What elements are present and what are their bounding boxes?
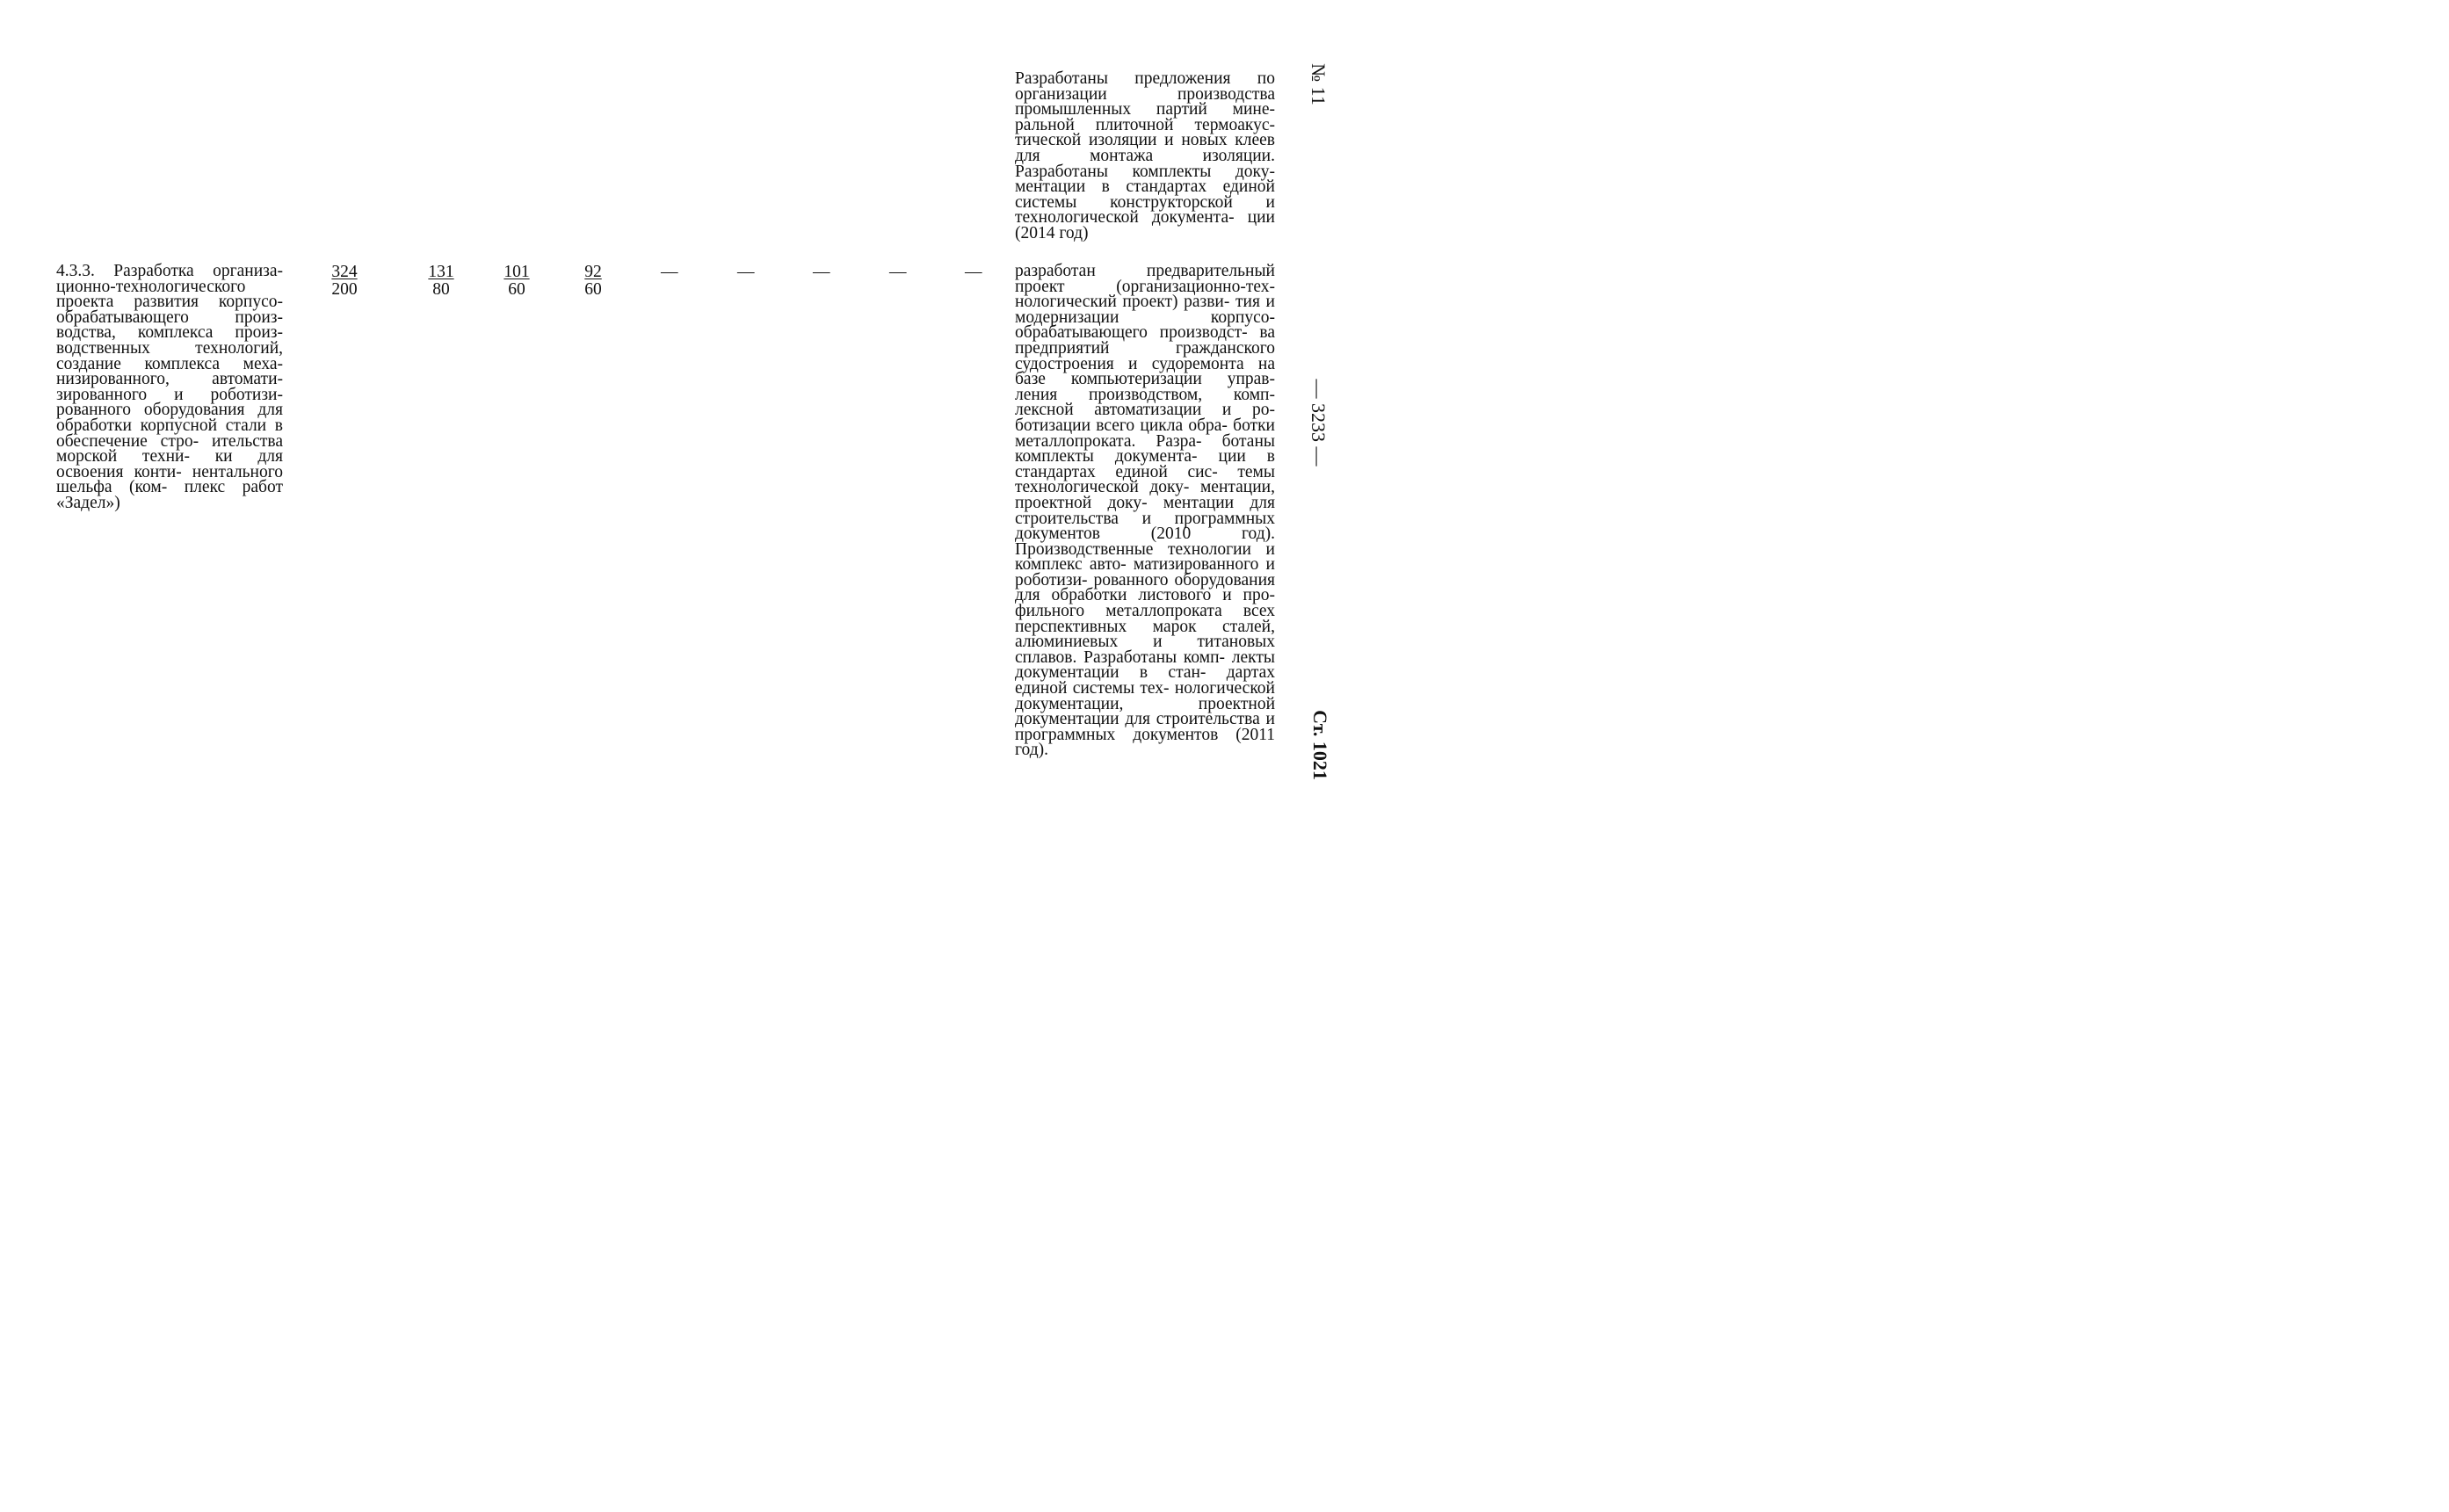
empty-cell-dash: — (965, 263, 982, 281)
value-denominator: 60 (584, 280, 602, 299)
value-denominator: 80 (432, 280, 450, 299)
article-number: Ст. 1021 (1309, 710, 1331, 780)
value-numerator: 92 (584, 263, 602, 281)
empty-cell-dash: — (813, 263, 830, 281)
item-description: 4.3.3. Разработка организа- ционно-технологического проекта развития корпусо- обрабатывающего произ- водства, комплекса произ- водственных технологий, создание комплекса меха- низированного, автомати- зированного и роботизи- рованного оборудования для обработки корпусной стали в обеспечение стро- ительства морской техни- ки для освоения конти- нентального шельфа (ком- плекс работ «Задел») (56, 262, 283, 512)
value-numerator: 131 (428, 263, 454, 281)
empty-cell-dash: — (661, 263, 678, 281)
page-number: — 3233 — (1308, 379, 1330, 467)
result-text: разработан предварительный проект (организационно-тех- нологический проект) разви- тия и модернизации корпусо- обрабатывающего производст- ва предприятий гражданского судостроения и судоремонта на базе компьютеризации управ- ления производством, комп- лексной автоматизации и ро- ботизации всего цикла обра- ботки металлопроката. Разра- ботаны комплекты документа- ции в стандартах единой сис- темы технологической доку- ментации, проектной доку- ментации для строительства и программных документов (2010 год). Производственные технологии и комплекс авто- матизированного и роботизи- рованного оборудования для обработки листового и про- фильного металлопроката всех перспективных марок сталей, алюминиевых и титановых сплавов. Разработаны комп- лекты документации в стан- дартах единой системы тех- нологической документации, проектной документации для строительства и программных документов (2011 год). (1015, 262, 1275, 760)
value-cell (567, 264, 619, 299)
value-numerator: 101 (504, 263, 530, 281)
value-denominator: 200 (331, 280, 358, 299)
empty-cell-dash: — (737, 263, 755, 281)
value-cell (415, 264, 467, 299)
value-denominator: 60 (508, 280, 525, 299)
issue-number: № 11 (1308, 63, 1330, 105)
value-cell (490, 264, 543, 299)
empty-cell-dash: — (889, 263, 907, 281)
value-cell (318, 264, 371, 299)
value-numerator: 324 (331, 263, 358, 281)
continued-result-text: Разработаны предложения по организации производства промышленных партий мине- ральной плиточной термоакус- тической изоляции и новых клеев для монтажа изоляции. Разработаны комплекты доку- ментации в стандартах единой системы конструкторской и технологической документа- ции (2014 год) (1015, 69, 1275, 242)
